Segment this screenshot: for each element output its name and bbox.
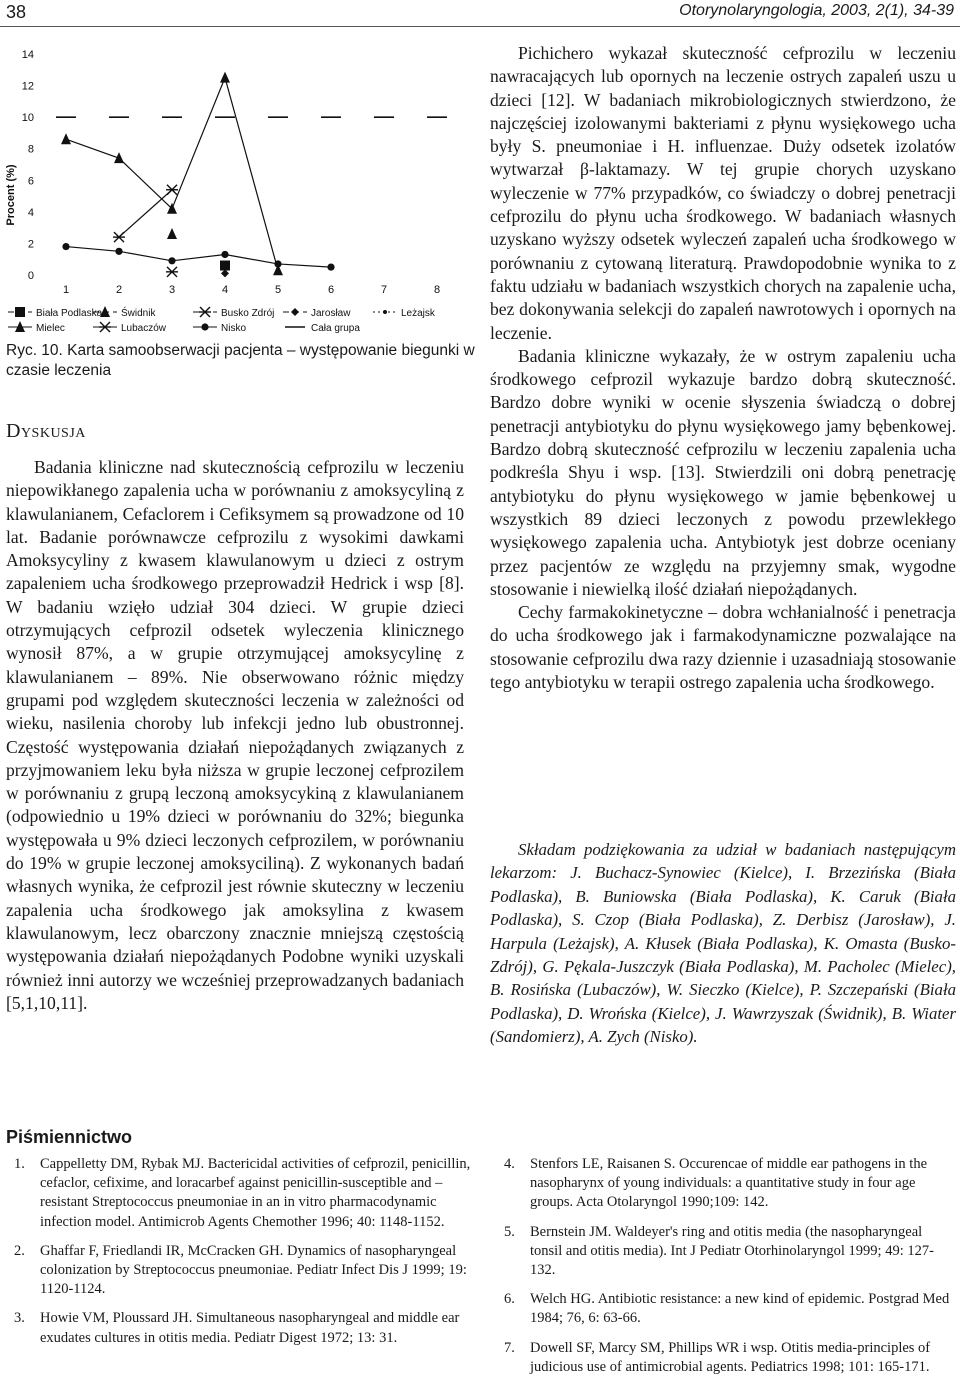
legend-item — [373, 308, 436, 319]
legend-marker — [383, 310, 387, 314]
journal-citation: Otorynolaryngologia, 2003, 2(1), 34-39 — [679, 2, 954, 19]
reference-text: Ghaffar F, Friedlandi IR, McCracken GH. Dynamics of nasopharyngeal colonization by Streptococcus pneumoniae. Pediatr Infect Dis J 1999; 19: 1120-1124. — [40, 1242, 467, 1298]
reference-number: 6. — [504, 1291, 515, 1308]
y-tick-label: 0 — [27, 270, 34, 282]
y-tick-label: 12 — [21, 80, 34, 93]
x-tick-label: 8 — [433, 284, 441, 296]
data-point — [220, 72, 230, 83]
reference-item — [6, 1242, 476, 1300]
legend-item — [8, 307, 103, 319]
x-tick-label: 6 — [327, 284, 335, 296]
data-point — [166, 267, 178, 277]
reference-item — [496, 1223, 956, 1281]
references-list-right — [496, 1155, 956, 1387]
legend-label: Busko Zdrój — [221, 308, 275, 319]
x-tick-labels — [63, 284, 440, 296]
legend-item — [193, 307, 274, 319]
x-tick-label: 3 — [168, 284, 176, 296]
reference-text: Bernstein JM. Waldeyer's ring and otitis media (the nasopharyngeal tonsil and otitis media). Int J Pediatr Otorhinolaryngol 1999; 49: 127-132. — [530, 1223, 934, 1279]
data-point — [114, 152, 124, 163]
left-column-text — [6, 456, 464, 1015]
data-point — [115, 248, 122, 255]
y-tick-label: 8 — [27, 143, 34, 156]
data-point — [168, 257, 175, 264]
reference-number: 4. — [504, 1156, 515, 1172]
page-number: 38 — [6, 2, 27, 22]
legend-label: Cała grupa — [311, 323, 360, 334]
data-point — [221, 269, 229, 277]
acknowledgement: Składam podziękowania za udział w badaniach następującym lekarzom: J. Buchacz-Synowiec (Kielce), I. Brzezińska (Biała Podlaska), B. Buniowska (Biała Podlaska), K. Caruk (Biała Podlaska), S. Czop (Biała Podlaska), Z. Derbisz (Jarosław), J. Harpula (Leżajsk), A. Kłusek (Biała Podlaska), K. Omasta (Busko-Zdrój), G. Pękala-Juszczyk (Biała Podlaska), M. Pacholec (Mielec), B. Rosińska (Lubaczów), W. Sieczko (Kielce), P. Szczepański (Biała Podlaska), D. Wrońska (Kielce), J. Wawrzyszak (Świdnik), B. Wiater (Sandomierz), A. Zych (Nisko). — [490, 840, 956, 1047]
legend-label: Biała Podlaska — [36, 308, 103, 319]
figure-label: Ryc. 10. — [6, 342, 63, 359]
figure-caption — [6, 341, 476, 381]
reference-item — [496, 1290, 956, 1328]
reference-number: 2. — [14, 1242, 25, 1259]
x-tick-label: 4 — [221, 284, 229, 296]
right-column-text — [490, 42, 956, 694]
y-tick-label: 6 — [27, 175, 34, 188]
legend-item — [8, 321, 65, 334]
legend-item — [93, 322, 167, 334]
reference-text: Welch HG. Antibiotic resistance: a new kind of epidemic. Postgrad Med 1984; 76, 6: 63-66. — [530, 1291, 950, 1327]
legend-label: Mielec — [36, 323, 65, 334]
legend-marker — [15, 307, 25, 317]
y-tick-label: 4 — [27, 206, 34, 219]
x-tick-label: 5 — [274, 284, 282, 296]
x-tick-label: 1 — [62, 284, 70, 296]
reference-number: 7. — [504, 1339, 515, 1356]
reference-item — [6, 1309, 476, 1347]
data-point — [274, 260, 281, 267]
page-header — [0, 0, 960, 27]
y-tick-label: 14 — [21, 49, 34, 61]
reference-number: 5. — [504, 1223, 515, 1240]
legend-marker — [199, 307, 211, 317]
reference-item — [496, 1155, 956, 1213]
legend-marker — [99, 322, 111, 332]
reference-text: Dowell SF, Marcy SM, Phillips WR i wsp. Otitis media-principles of judicious use of antimicrobial agents. Pediatrics 1998; 101: 165-171. — [530, 1339, 931, 1375]
discussion-paragraph-4: Cechy farmakokinetyczne – dobra wchłanialność i penetracja do ucha środkowego jak i farmakodynamiczne pozwalające na stosowanie cefprozilu dwa razy dziennie i uzasadniają stosowanie tego antybiotyku w terapii ostrego zapalenia ucha środkowego. — [490, 602, 956, 693]
legend-item — [193, 323, 246, 334]
x-tick-label: 2 — [115, 284, 123, 296]
legend-item — [285, 323, 360, 334]
section-heading-discussion: Dyskusja — [6, 420, 86, 442]
data-point — [113, 232, 125, 242]
data-point — [327, 264, 334, 271]
data-point — [167, 228, 177, 239]
references-heading: Piśmiennictwo — [6, 1127, 133, 1147]
reference-number: 3. — [14, 1310, 25, 1327]
reference-text: Stenfors LE, Raisanen S. Occurencae of middle ear pathogens in the nasopharynx of young individuals: a quantitative study in four age groups. Acta Otolaryngol 1990;109: 142. — [530, 1156, 928, 1211]
legend-label: Leżajsk — [401, 308, 435, 319]
legend-label: Jarosław — [311, 308, 351, 319]
y-tick-label: 2 — [27, 238, 34, 251]
legend-label: Lubaczów — [121, 323, 167, 334]
legend-label: Świdnik — [121, 308, 156, 319]
diarrhea-line-chart — [0, 40, 470, 340]
legend-item — [93, 306, 156, 319]
y-tick-labels — [22, 49, 34, 282]
references-list-left — [6, 1155, 476, 1358]
discussion-paragraph-2: Pichichero wykazał skuteczność cefprozilu w leczeniu nawracających lub opornych na leczenie ostrych zapaleń uszu u dzieci [12]. W badaniach mikrobiologicznych stwierdzono, że najczęściej izolowanymi bakteriami z płynu wysiękowego ucha były S. pneumoniae i H. influenzae. Duży odsetek izolatów wytwarzał β-laktamazy. W tej grupie chorych uzyskano wyleczenie w 77% przypadków, co świadczy o dobrej penetracji cefprozilu do płynu ucha środkowego. W badaniach własnych uzyskano wyższy odsetek wyleczeń zapaleń ucha środkowego w porównaniu z cytowaną literaturą. Prawdopodobnie wynika to z faktu udziału w badaniach wszystkich chorych na zapalenie ucha, bez dokonywania selekcji do zapaleń nawrotowych i opornych na leczenie. — [490, 43, 956, 343]
series-line — [66, 247, 331, 268]
legend-marker — [201, 323, 208, 330]
data-point — [61, 133, 71, 144]
data-point — [167, 203, 177, 214]
y-axis-label: Procent (%) — [5, 164, 17, 226]
reference-text: Cappelletty DM, Rybak MJ. Bactericidal activities of cefprozil, penicillin, cefaclor, cefixime, and loracarbef against penicillin-susceptible and – resistant Streptococcus pneumoniae in an in vitro pharmacodynamic infection model. Antimicrob Agents Chemother 1996; 40: 1148-1152. — [40, 1156, 471, 1230]
discussion-paragraph-3: Badania kliniczne wykazały, że w ostrym zapaleniu ucha środkowego cefprozil wykazuje bardzo dobrą skuteczność. Bardzo dobre wyniki w ocenie słyszenia świadczą o dobrej penetracji antybiotyku do płynu wysiękowego jamy bębenkowej. Bardzo dobrą skuteczność cefprozilu w leczeniu zapalenia ucha podkreśla Shyu i wsp. [13]. Stwierdzili oni dobrą penetrację antybiotyku do płynu wysiękowego w jamie bębenkowej u wszystkich 89 dzieci leczonych z powodu przewlekłego wysiękowego zapalenia ucha. Antybiotyk jest dobrze oceniany przez pacjentów ze względu na przyjemny smak, wygodne stosowanie i niewielką ilość działań niepożądanych. — [490, 345, 956, 599]
legend-item — [283, 308, 351, 319]
data-point — [220, 261, 230, 271]
reference-item — [6, 1155, 476, 1232]
series-line — [119, 190, 172, 237]
data-point — [166, 185, 178, 195]
reference-number: 1. — [14, 1156, 25, 1172]
discussion-paragraph-1: Badania kliniczne nad skutecznością cefprozilu w leczeniu niepowikłanego zapalenia ucha w porównaniu z amoksycyliną z klawulanianem, Cefaclorem i Cefiksymem są prowadzone od 10 lat. Badanie porównawcze cefprozilu z wysokimi dawkami Amoksycyliny z kwasem klawulanowym u dzieci z ostrym zapaleniem ucha środkowego przeprowadził Hedrick i wsp [8]. W badaniu wzięło udział 304 dzieci. W grupie dzieci otrzymujących cefprozil odsetek wyleczenia klinicznego wynosił 87%, a w grupie otrzymującej amoksycylinę z klawulanianem – 89%. Nie obserwowano różnic między grupami pod względem skuteczności leczenia w zależności od wieku, nasilenia choroby lub infekcji jedno lub obustronnej. Częstość występowania działań niepożądanych związanych z przyjmowaniem leku była niższa w grupie leczonej cefprozilem w porównaniu z grupą leczoną amoksycykiną z klawulanianem (odpowiednio u 19% dzieci w porównaniu do 32%; biegunka występowała u 9% dzieci leczonych cefprozilem, w porównaniu do 19% w grupie leczonej amoksyciliną). Z wykonanych badań własnych wynika, że cefprozil jest równie skuteczny w leczeniu zapalenia ucha środkowego jak amoksylina z kwasem klawulanowym, lecz obarczony znacznie mniejszą częstością występowania działań niepożądanych Podobne wyniki uzyskali również inni autorzy we wcześniej przeprowadzanych badaniach [5,1,10,11]. — [6, 457, 464, 1013]
series-lines — [66, 78, 331, 271]
series-line — [66, 78, 278, 271]
reference-text: Howie VM, Ploussard JH. Simultaneous nasopharyngeal and middle ear exudates cultures in otitis media. Pediatr Digest 1972; 13: 31. — [40, 1310, 460, 1346]
legend-label: Nisko — [221, 323, 247, 334]
x-tick-label: 7 — [380, 284, 388, 296]
legend-marker — [291, 308, 299, 316]
chart-legend — [8, 306, 436, 334]
y-tick-label: 10 — [21, 112, 34, 125]
reference-item — [496, 1339, 956, 1377]
data-point — [62, 243, 69, 250]
figure-caption-text: Karta samoobserwacji pacjenta – występowanie biegunki w czasie leczenia — [6, 342, 475, 379]
data-point — [221, 251, 228, 258]
